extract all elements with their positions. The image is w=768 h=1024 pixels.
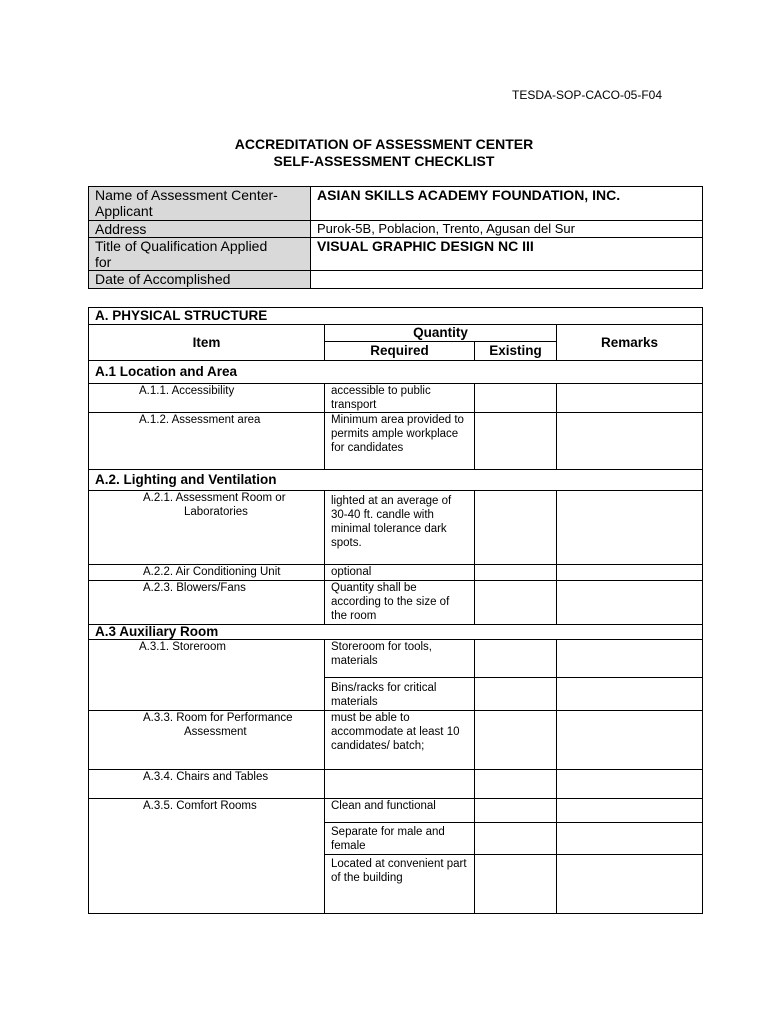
item-a1-2: A.1.2. Assessment area — [89, 413, 325, 470]
document-title: ACCREDITATION OF ASSESSMENT CENTER — [234, 136, 534, 152]
date-value[interactable] — [311, 271, 703, 289]
name-label: Name of Assessment Center- Applicant — [89, 187, 311, 221]
address-label: Address — [89, 221, 311, 238]
col-header-item: Item — [89, 325, 325, 361]
required-a3-1a: Storeroom for tools, materials — [325, 640, 475, 678]
required-a3-5c: Located at convenient part of the building — [325, 855, 475, 914]
remarks-a3-5c[interactable] — [557, 855, 703, 914]
remarks-a3-1a[interactable] — [557, 640, 703, 678]
existing-a3-5a[interactable] — [475, 799, 557, 823]
required-a3-5a: Clean and functional — [325, 799, 475, 823]
document-code: TESDA-SOP-CACO-05-F04 — [512, 88, 663, 102]
remarks-a3-3[interactable] — [557, 711, 703, 770]
existing-a1-2[interactable] — [475, 413, 557, 470]
item-a2-3: A.2.3. Blowers/Fans — [89, 581, 325, 625]
required-a2-1: lighted at an average of 30-40 ft. candle with minimal tolerance dark spots. — [325, 491, 475, 565]
remarks-a3-4[interactable] — [557, 770, 703, 799]
section-a1-title: A.1 Location and Area — [89, 361, 703, 384]
required-a3-3: must be able to accommodate at least 10 candidates/ batch; — [325, 711, 475, 770]
existing-a3-1b[interactable] — [475, 678, 557, 711]
existing-a3-5b[interactable] — [475, 823, 557, 855]
required-a2-3: Quantity shall be according to the size of the room — [325, 581, 475, 625]
remarks-a3-5a[interactable] — [557, 799, 703, 823]
existing-a3-5c[interactable] — [475, 855, 557, 914]
remarks-a1-2[interactable] — [557, 413, 703, 470]
required-a1-2: Minimum area provided to permits ample workplace for candidates — [325, 413, 475, 470]
item-a3-1: A.3.1. Storeroom — [89, 640, 325, 711]
existing-a2-1[interactable] — [475, 491, 557, 565]
col-header-remarks: Remarks — [557, 325, 703, 361]
existing-a3-4[interactable] — [475, 770, 557, 799]
required-a2-2: optional — [325, 565, 475, 581]
remarks-a2-3[interactable] — [557, 581, 703, 625]
address-value[interactable]: Purok-5B, Poblacion, Trento, Agusan del Sur — [311, 221, 703, 238]
required-a3-4[interactable] — [325, 770, 475, 799]
item-a3-3: A.3.3. Room for Performance Assessment — [89, 711, 325, 770]
remarks-a2-2[interactable] — [557, 565, 703, 581]
col-header-existing: Existing — [475, 342, 557, 361]
applicant-info-table — [88, 186, 703, 289]
col-header-quantity: Quantity — [325, 325, 557, 342]
section-a2-title: A.2. Lighting and Ventilation — [89, 470, 703, 491]
remarks-a2-1[interactable] — [557, 491, 703, 565]
remarks-a1-1[interactable] — [557, 384, 703, 413]
remarks-a3-1b[interactable] — [557, 678, 703, 711]
existing-a3-1a[interactable] — [475, 640, 557, 678]
name-value[interactable]: ASIAN SKILLS ACADEMY FOUNDATION, INC. — [311, 187, 703, 221]
existing-a2-3[interactable] — [475, 581, 557, 625]
existing-a1-1[interactable] — [475, 384, 557, 413]
col-header-required: Required — [325, 342, 475, 361]
item-a2-2: A.2.2. Air Conditioning Unit — [89, 565, 325, 581]
section-header-physical: A. PHYSICAL STRUCTURE — [89, 308, 703, 325]
section-a3-title: A.3 Auxiliary Room — [89, 625, 703, 640]
date-label: Date of Accomplished — [89, 271, 311, 289]
item-a3-4: A.3.4. Chairs and Tables — [89, 770, 325, 799]
physical-structure-table — [88, 307, 703, 914]
required-a1-1: accessible to public transport — [325, 384, 475, 413]
existing-a3-3[interactable] — [475, 711, 557, 770]
required-a3-1b: Bins/racks for critical materials — [325, 678, 475, 711]
qualification-value[interactable]: VISUAL GRAPHIC DESIGN NC III — [311, 238, 703, 271]
required-a3-5b: Separate for male and female — [325, 823, 475, 855]
remarks-a3-5b[interactable] — [557, 823, 703, 855]
qualification-label: Title of Qualification Applied for — [89, 238, 311, 271]
item-a2-1: A.2.1. Assessment Room or Laboratories — [89, 491, 325, 565]
existing-a2-2[interactable] — [475, 565, 557, 581]
item-a3-5: A.3.5. Comfort Rooms — [89, 799, 325, 914]
document-subtitle: SELF-ASSESSMENT CHECKLIST — [273, 153, 495, 169]
item-a1-1: A.1.1. Accessibility — [89, 384, 325, 413]
